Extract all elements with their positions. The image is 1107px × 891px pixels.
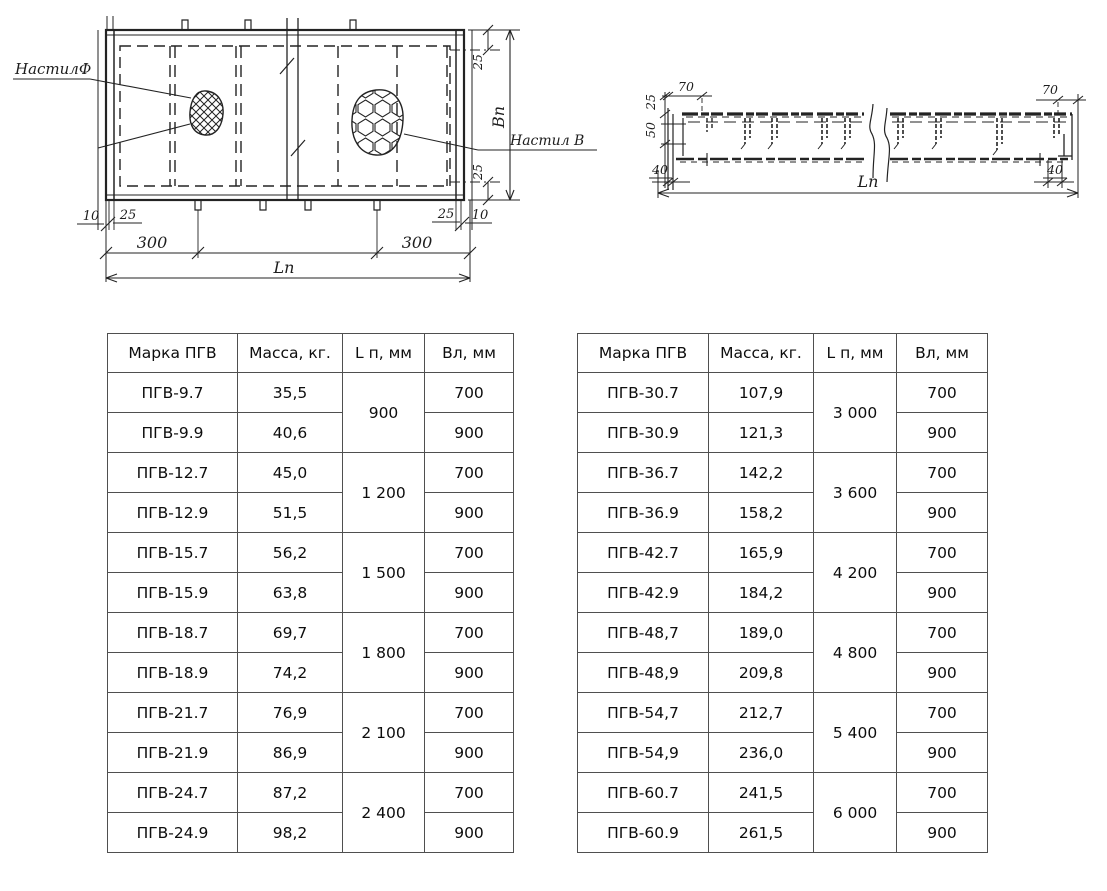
col-header-mark: Марка ПГВ [578, 334, 709, 373]
cell-mark: ПГВ-18.9 [108, 653, 238, 693]
deck-f-label: НастилФ [15, 60, 92, 78]
cell-mark: ПГВ-9.7 [108, 373, 238, 413]
cell-mass: 86,9 [238, 733, 343, 773]
cell-mass: 74,2 [238, 653, 343, 693]
spec-table-right [577, 333, 988, 853]
cell-mass: 236,0 [709, 733, 814, 773]
dim-depth-left-label: 50 [643, 122, 658, 138]
cell-mark: ПГВ-24.9 [108, 813, 238, 853]
header-row [578, 334, 988, 373]
cell-vl: 900 [425, 813, 514, 853]
cell-vl: 900 [425, 413, 514, 453]
cell-vl: 700 [425, 613, 514, 653]
cell-vl: 700 [425, 373, 514, 413]
cell-mass: 76,9 [238, 693, 343, 733]
cell-mass: 40,6 [238, 413, 343, 453]
table-row [108, 373, 514, 413]
cell-mark: ПГВ-9.9 [108, 413, 238, 453]
cell-lp: 1 800 [343, 613, 425, 693]
table-row [108, 613, 514, 653]
table-row [108, 773, 514, 813]
cell-vl: 900 [897, 813, 988, 853]
dim-length-label: Lп [273, 258, 295, 277]
cell-vl: 900 [897, 733, 988, 773]
dim-notch-right-label: 70 [1042, 82, 1058, 97]
cell-mark: ПГВ-36.9 [578, 493, 709, 533]
table-row [578, 733, 988, 773]
side-view-drawing [606, 72, 1107, 222]
col-header-vl: Вл, мм [897, 334, 988, 373]
cell-lp: 2 400 [343, 773, 425, 853]
cell-vl: 900 [425, 493, 514, 533]
cell-lp: 3 000 [814, 373, 897, 453]
cell-vl: 700 [897, 533, 988, 573]
cell-mark: ПГВ-12.9 [108, 493, 238, 533]
cell-mark: ПГВ-21.9 [108, 733, 238, 773]
cell-mark: ПГВ-60.7 [578, 773, 709, 813]
cell-mass: 45,0 [238, 453, 343, 493]
cell-lp: 5 400 [814, 693, 897, 773]
table-row [578, 773, 988, 813]
cell-mark: ПГВ-42.7 [578, 533, 709, 573]
cell-lp: 4 200 [814, 533, 897, 613]
dim-span-right-label: 300 [401, 233, 433, 252]
table-row [578, 693, 988, 733]
deck-f-leader [13, 79, 191, 148]
col-header-lp: L п, мм [814, 334, 897, 373]
dim-right-10-label: 10 [471, 208, 489, 223]
cell-vl: 700 [425, 533, 514, 573]
col-header-mark: Марка ПГВ [108, 334, 238, 373]
deck-v-label: Настил В [510, 133, 585, 149]
cell-mark: ПГВ-15.9 [108, 573, 238, 613]
table-row [108, 733, 514, 773]
cell-vl: 700 [897, 693, 988, 733]
cell-mark: ПГВ-24.7 [108, 773, 238, 813]
cell-vl: 700 [425, 453, 514, 493]
cell-mark: ПГВ-54,7 [578, 693, 709, 733]
cell-vl: 900 [897, 413, 988, 453]
cell-vl: 900 [425, 573, 514, 613]
cell-lp: 4 800 [814, 613, 897, 693]
cell-mark: ПГВ-48,7 [578, 613, 709, 653]
dim-span-left-label: 300 [136, 233, 168, 252]
cell-vl: 900 [425, 653, 514, 693]
cell-mass: 56,2 [238, 533, 343, 573]
table-row [108, 413, 514, 453]
cell-mass: 142,2 [709, 453, 814, 493]
cell-mark: ПГВ-30.7 [578, 373, 709, 413]
cell-mass: 51,5 [238, 493, 343, 533]
table-row [108, 813, 514, 853]
table-row [108, 493, 514, 533]
table-row [578, 453, 988, 493]
cell-vl: 700 [897, 373, 988, 413]
table-row [578, 493, 988, 533]
cell-mass: 241,5 [709, 773, 814, 813]
cell-lp: 6 000 [814, 773, 897, 853]
cell-mark: ПГВ-54,9 [578, 733, 709, 773]
cell-vl: 900 [897, 573, 988, 613]
cell-lp: 900 [343, 373, 425, 453]
col-header-lp: L п, мм [343, 334, 425, 373]
cell-mass: 107,9 [709, 373, 814, 413]
plan-view-drawing [0, 4, 600, 290]
table-row [578, 573, 988, 613]
cell-lp: 1 500 [343, 533, 425, 613]
cell-mass: 165,9 [709, 533, 814, 573]
break-line [870, 104, 890, 182]
anchor-hooks [707, 118, 1059, 155]
cell-mark: ПГВ-12.7 [108, 453, 238, 493]
table-row [578, 373, 988, 413]
cell-mark: ПГВ-18.7 [108, 613, 238, 653]
deck-f-hatch [190, 91, 223, 135]
table-row [578, 533, 988, 573]
cell-vl: 700 [897, 453, 988, 493]
dim-bottom-left-label: 40 [652, 162, 668, 177]
header-row [108, 334, 514, 373]
dim-width-label: Вп [489, 105, 508, 128]
cell-mass: 212,7 [709, 693, 814, 733]
dim-notch-left-label: 70 [678, 79, 694, 94]
dim-edge-top-label: 25 [470, 54, 485, 70]
dim-bottom-right-label: 40 [1047, 162, 1063, 177]
dim-length-label: Lп [857, 172, 879, 191]
cell-lp: 2 100 [343, 693, 425, 773]
dim-right-25-label: 25 [437, 207, 455, 222]
width-dimension [450, 25, 520, 205]
panel-frame [98, 16, 472, 230]
table-row [108, 533, 514, 573]
col-header-mass: Масса, кг. [709, 334, 814, 373]
table-row [578, 413, 988, 453]
cell-mass: 69,7 [238, 613, 343, 653]
table-row [108, 453, 514, 493]
cell-mass: 158,2 [709, 493, 814, 533]
table-row [108, 693, 514, 733]
dim-left-10-label: 10 [82, 209, 100, 224]
cell-mark: ПГВ-60.9 [578, 813, 709, 853]
table-row [108, 653, 514, 693]
cell-vl: 700 [897, 773, 988, 813]
col-header-mass: Масса, кг. [238, 334, 343, 373]
table-row [108, 573, 514, 613]
dim-left-25-label: 25 [119, 208, 137, 223]
cell-mark: ПГВ-15.7 [108, 533, 238, 573]
cell-mass: 121,3 [709, 413, 814, 453]
cell-mass: 87,2 [238, 773, 343, 813]
table-row [578, 613, 988, 653]
table-row [578, 813, 988, 853]
cell-vl: 700 [897, 613, 988, 653]
cell-vl: 900 [897, 493, 988, 533]
cell-mass: 35,5 [238, 373, 343, 413]
cell-vl: 700 [425, 693, 514, 733]
cell-mark: ПГВ-48,9 [578, 653, 709, 693]
cell-lp: 1 200 [343, 453, 425, 533]
cell-mass: 209,8 [709, 653, 814, 693]
cell-mark: ПГВ-21.7 [108, 693, 238, 733]
dim-top-left-label: 25 [643, 94, 658, 110]
table-row [578, 653, 988, 693]
cell-mark: ПГВ-30.9 [578, 413, 709, 453]
col-header-vl: Вл, мм [425, 334, 514, 373]
spec-table-left [107, 333, 514, 853]
deck-v-hatch [352, 90, 403, 155]
cell-mass: 189,0 [709, 613, 814, 653]
cell-mark: ПГВ-36.7 [578, 453, 709, 493]
cell-mass: 98,2 [238, 813, 343, 853]
cell-vl: 900 [897, 653, 988, 693]
dim-edge-bottom-label: 25 [470, 164, 485, 180]
cell-lp: 3 600 [814, 453, 897, 533]
cell-vl: 900 [425, 733, 514, 773]
cell-mass: 261,5 [709, 813, 814, 853]
cell-mark: ПГВ-42.9 [578, 573, 709, 613]
cell-mass: 184,2 [709, 573, 814, 613]
cell-mass: 63,8 [238, 573, 343, 613]
cell-vl: 700 [425, 773, 514, 813]
